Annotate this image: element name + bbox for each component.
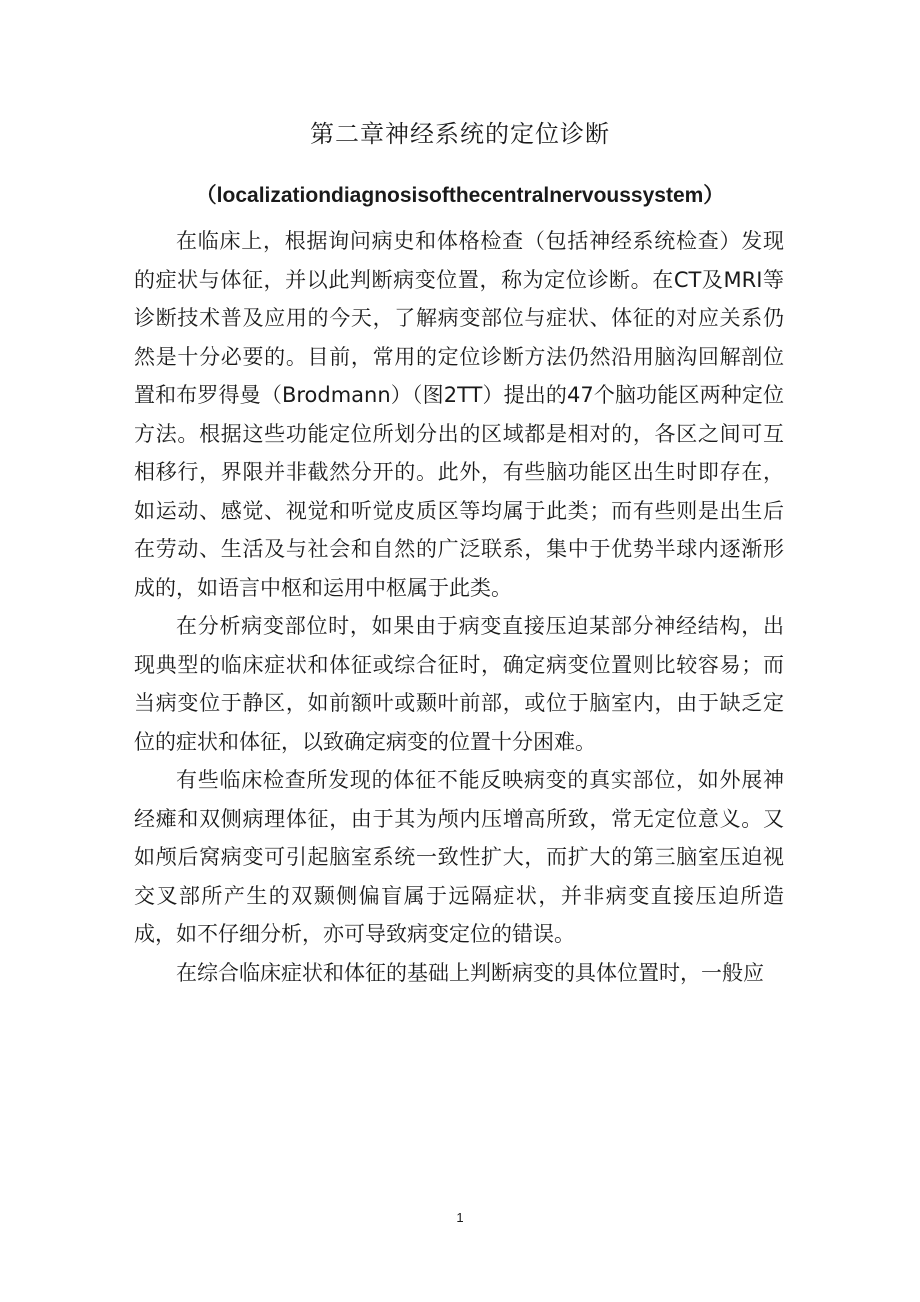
body-text [134,222,784,992]
paragraph-1: 在临床上，根据询问病史和体格检查（包括神经系统检查）发现的症状与体征，并以此判断病变位置，称为定位诊断。在CT及MRI等诊断技术普及应用的今天，了解病变部位与症状、体征的对应关系仍然是十分必要的。目前，常用的定位诊断方法仍然沿用脑沟回解剖位置和布罗得曼（Brodmann）（图2TT）提出的47个脑功能区两种定位方法。根据这些功能定位所划分出的区域都是相对的，各区之间可互相移行，界限并非截然分开的。此外，有些脑功能区出生时即存在，如运动、感觉、视觉和听觉皮质区等均属于此类；而有些则是出生后在劳动、生活及与社会和自然的广泛联系，集中于优势半球内逐渐形成的，如语言中枢和运用中枢属于此类。 [134,229,784,600]
paragraph-2: 在分析病变部位时，如果由于病变直接压迫某部分神经结构，出现典型的临床症状和体征或综合征时，确定病变位置则比较容易；而当病变位于静区，如前额叶或颞叶前部，或位于脑室内，由于缺乏定位的症状和体征，以致确定病变的位置十分困难。 [134,614,784,754]
chapter-title: 第二章神经系统的定位诊断 [310,120,610,148]
chapter-subtitle: （localizationdiagnosisofthecentralnervoussystem） [195,184,725,207]
page-number: 1 [456,1210,464,1225]
paragraph-3: 有些临床检查所发现的体征不能反映病变的真实部位，如外展神经瘫和双侧病理体征，由于其为颅内压增高所致，常无定位意义。又如颅后窝病变可引起脑室系统一致性扩大，而扩大的第三脑室压迫视交叉部所产生的双颞侧偏盲属于远隔症状，并非病变直接压迫所造成，如不仔细分析，亦可导致病变定位的错误。 [134,768,784,946]
paragraph-4: 在综合临床症状和体征的基础上判断病变的具体位置时，一般应 [176,960,764,985]
